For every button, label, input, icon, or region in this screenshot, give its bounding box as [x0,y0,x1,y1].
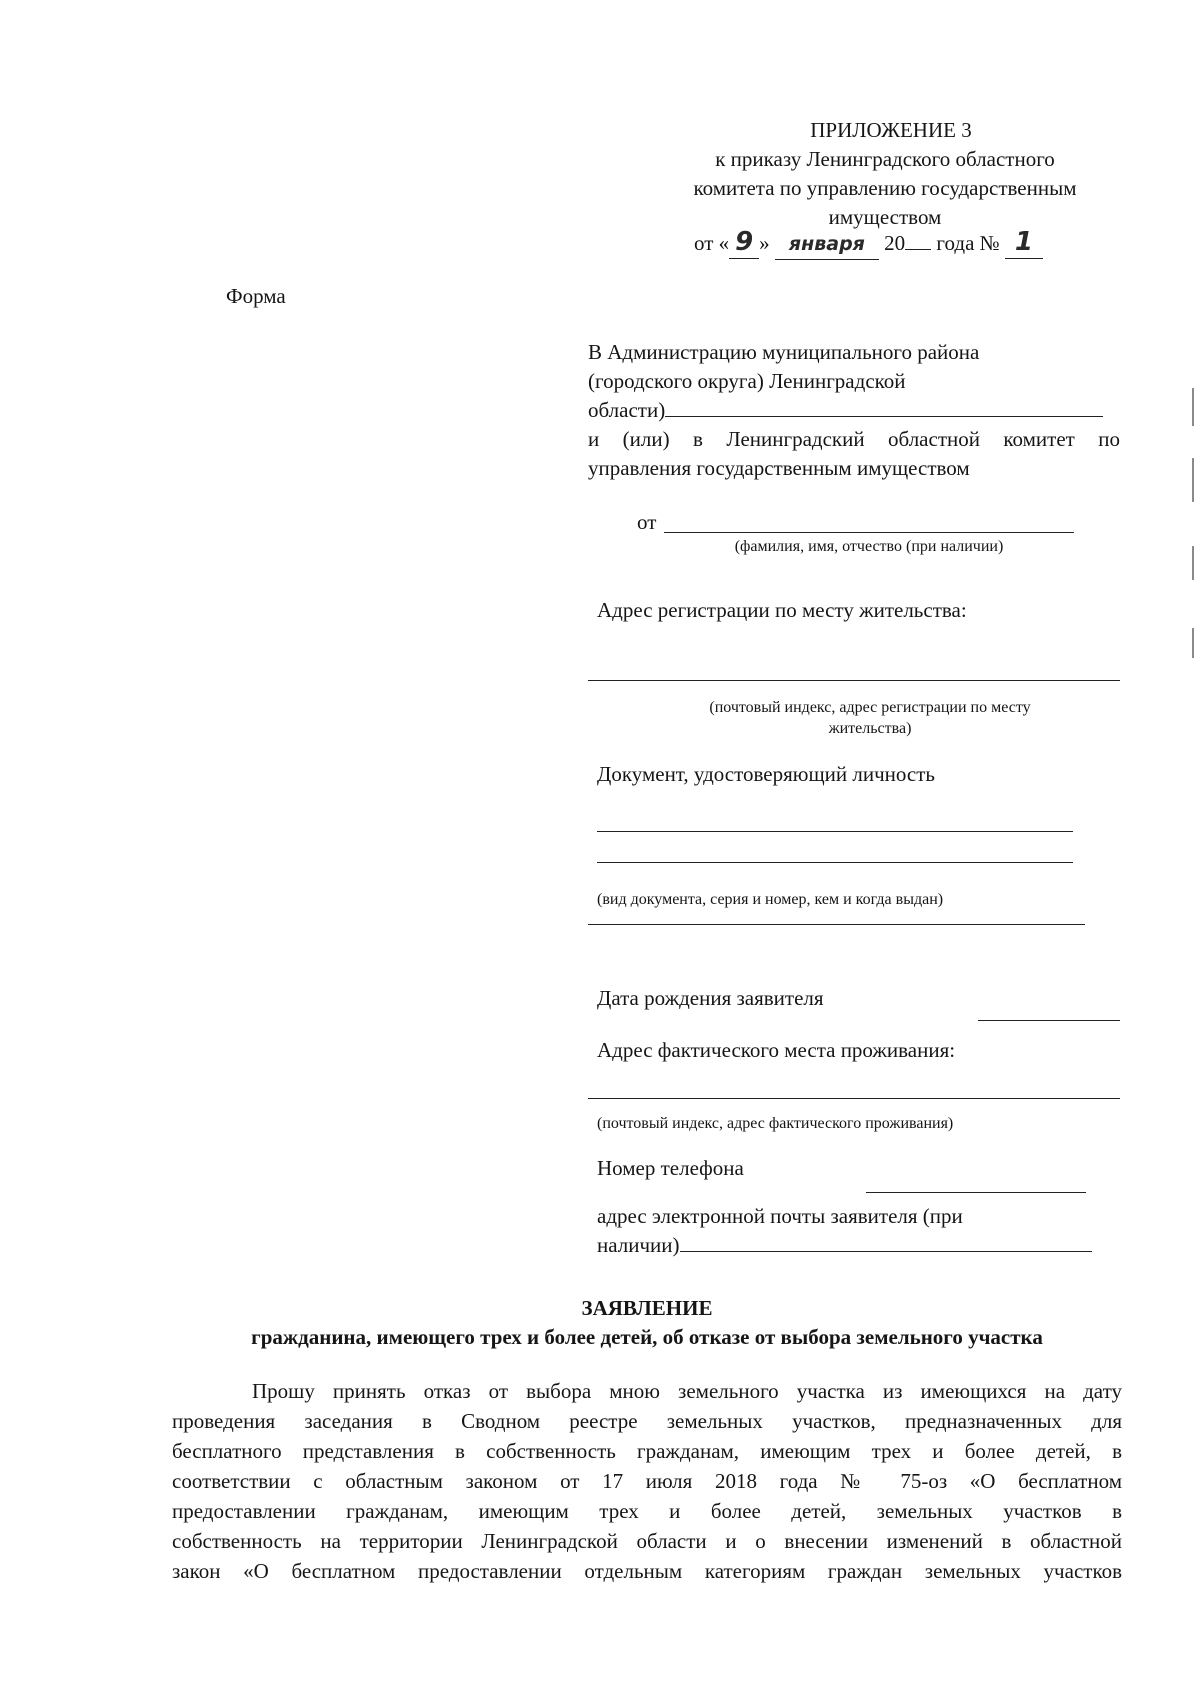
appendix-line-2: комитета по управлению государственным [693,176,1077,200]
day-field [729,228,759,259]
scan-mark [1192,628,1194,658]
from-label: от [637,510,657,534]
appendix-line-1: к приказу Ленинградского областного [715,147,1055,171]
actual-address-field[interactable] [588,1098,1120,1099]
registration-caption-line-2: жительства) [828,720,912,737]
statement-line: закон «О бесплатном предоставлении отдельным категориям граждан земельных участков [172,1559,1122,1583]
email-label-line-2: наличии) [597,1233,680,1257]
statement-line: Прошу принять отказ от выбора мною земельного участка из имеющихся на дату [252,1379,1122,1403]
statement-body [172,1376,1122,1586]
form-label: Форма [226,284,286,308]
scan-mark [1192,388,1194,426]
email-label-line-1: адрес электронной почты заявителя (при [597,1204,963,1228]
registration-caption-line-1: (почтовый индекс, адрес регистрации по месту [709,699,1031,716]
addressee-block [588,338,1120,483]
email-field[interactable] [680,1251,1092,1252]
number-field [1005,228,1043,259]
statement-title: ЗАЯВЛЕНИЕ [581,1296,713,1320]
addressee-line-1: В Администрацию муниципального района [588,340,980,364]
birth-date-label: Дата рождения заявителя [597,986,824,1010]
identity-caption: (вид документа, серия и номер, кем и когда выдан) [597,891,944,908]
scan-mark [1192,546,1194,580]
addressee-line-3: области) [588,398,666,422]
date-day: 9 [735,227,754,257]
date-year-prefix: 20 [884,231,906,255]
addressee-line-2: (городского округа) Ленинградской [588,369,906,393]
from-caption: (фамилия, имя, отчество (при наличии) [734,538,1004,555]
phone-field[interactable] [866,1192,1086,1193]
statement-line: предоставлении гражданам, имеющим трех и более детей, земельных участков в [172,1499,1122,1523]
appendix-header [650,116,1120,232]
date-prefix: от « [694,231,730,255]
date-suffix: года № [936,231,1000,255]
date-mid: » [759,231,770,255]
addressee-line-4: и (или) в Ленинградский областной комитет по [588,427,1120,451]
order-date-line [694,228,1043,260]
identity-field-2[interactable] [597,862,1073,863]
email-label-row [597,1231,1117,1260]
statement-subtitle: гражданина, имеющего трех и более детей, об отказе от выбора земельного участка [251,1325,1043,1349]
registration-field[interactable] [588,680,1120,681]
order-number: 1 [1014,227,1033,257]
addressee-line-5: управления государственным имуществом [588,456,970,480]
email-block [597,1202,1117,1260]
statement-line: проведения заседания в Сводном реестре земельных участков, предназначенных для [172,1409,1122,1433]
identity-field-3[interactable] [588,924,1085,925]
year-field [905,249,931,250]
month-field [775,229,879,260]
appendix-title: ПРИЛОЖЕНИЕ 3 [810,118,972,142]
identity-field-1[interactable] [597,831,1073,832]
birth-date-field[interactable] [978,1020,1120,1021]
actual-address-label: Адрес фактического места проживания: [597,1038,956,1062]
statement-line: собственность на территории Ленинградской области и о внесении изменений в областной [172,1529,1122,1553]
addressee-line-3-row [588,396,1120,425]
identity-label: Документ, удостоверяющий личность [597,762,935,786]
registration-caption [620,697,1120,739]
registration-label: Адрес регистрации по месту жительства: [597,598,967,622]
appendix-line-3: имуществом [828,205,942,229]
statement-line: бесплатного представления в собственность гражданам, имеющим трех и более детей, в [172,1439,1122,1463]
statement-line: соответствии с областным законом от 17 июля 2018 года № 75-оз «О бесплатном [172,1469,1122,1493]
phone-label: Номер телефона [597,1156,744,1180]
from-field[interactable] [664,532,1074,533]
addressee-field[interactable] [665,416,1103,417]
date-month: января [788,233,865,255]
scan-mark [1192,458,1194,502]
actual-address-caption: (почтовый индекс, адрес фактического проживания) [597,1115,954,1132]
